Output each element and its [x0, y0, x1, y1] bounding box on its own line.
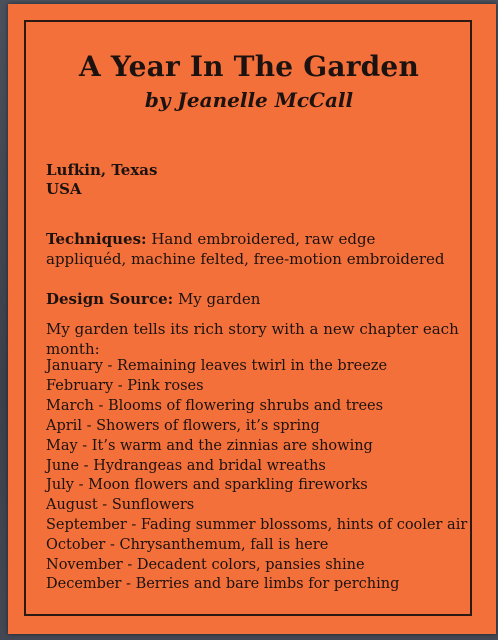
- month-june: June - Hydrangeas and bridal wreaths: [46, 458, 326, 474]
- month-march: March - Blooms of flowering shrubs and trees: [46, 398, 384, 414]
- month-august: August - Sunflowers: [46, 497, 195, 513]
- month-july: July - Moon flowers and sparkling fireworks: [46, 477, 368, 493]
- design-source-line: [46, 290, 260, 308]
- month-december: December - Berries and bare limbs for perching: [46, 576, 400, 592]
- location-city: Lufkin, Texas: [46, 161, 158, 179]
- location-country: USA: [46, 180, 82, 198]
- design-source-label: Design Source:: [46, 290, 174, 308]
- month-november: November - Decadent colors, pansies shine: [46, 557, 365, 573]
- intro-line-1: My garden tells its rich story with a new chapter each: [46, 320, 459, 338]
- artist-byline: by Jeanelle McCall: [144, 88, 354, 112]
- month-october: October - Chrysanthemum, fall is here: [46, 537, 329, 553]
- month-february: February - Pink roses: [46, 378, 204, 394]
- design-source-value: My garden: [177, 290, 261, 308]
- month-september: September - Fading summer blossoms, hints of cooler air: [46, 517, 468, 533]
- month-may: May - It’s warm and the zinnias are showing: [46, 438, 373, 454]
- month-january: January - Remaining leaves twirl in the breeze: [46, 358, 388, 374]
- techniques-value-1: Hand embroidered, raw edge: [151, 230, 376, 248]
- techniques-value-2: appliquéd, machine felted, free-motion embroidered: [46, 250, 445, 268]
- page-title: A Year In The Garden: [79, 50, 419, 83]
- intro-line-2: month:: [46, 340, 100, 358]
- techniques-line-1: [46, 230, 375, 248]
- techniques-label: Techniques:: [46, 230, 147, 248]
- month-april: April - Showers of flowers, it’s spring: [46, 418, 320, 434]
